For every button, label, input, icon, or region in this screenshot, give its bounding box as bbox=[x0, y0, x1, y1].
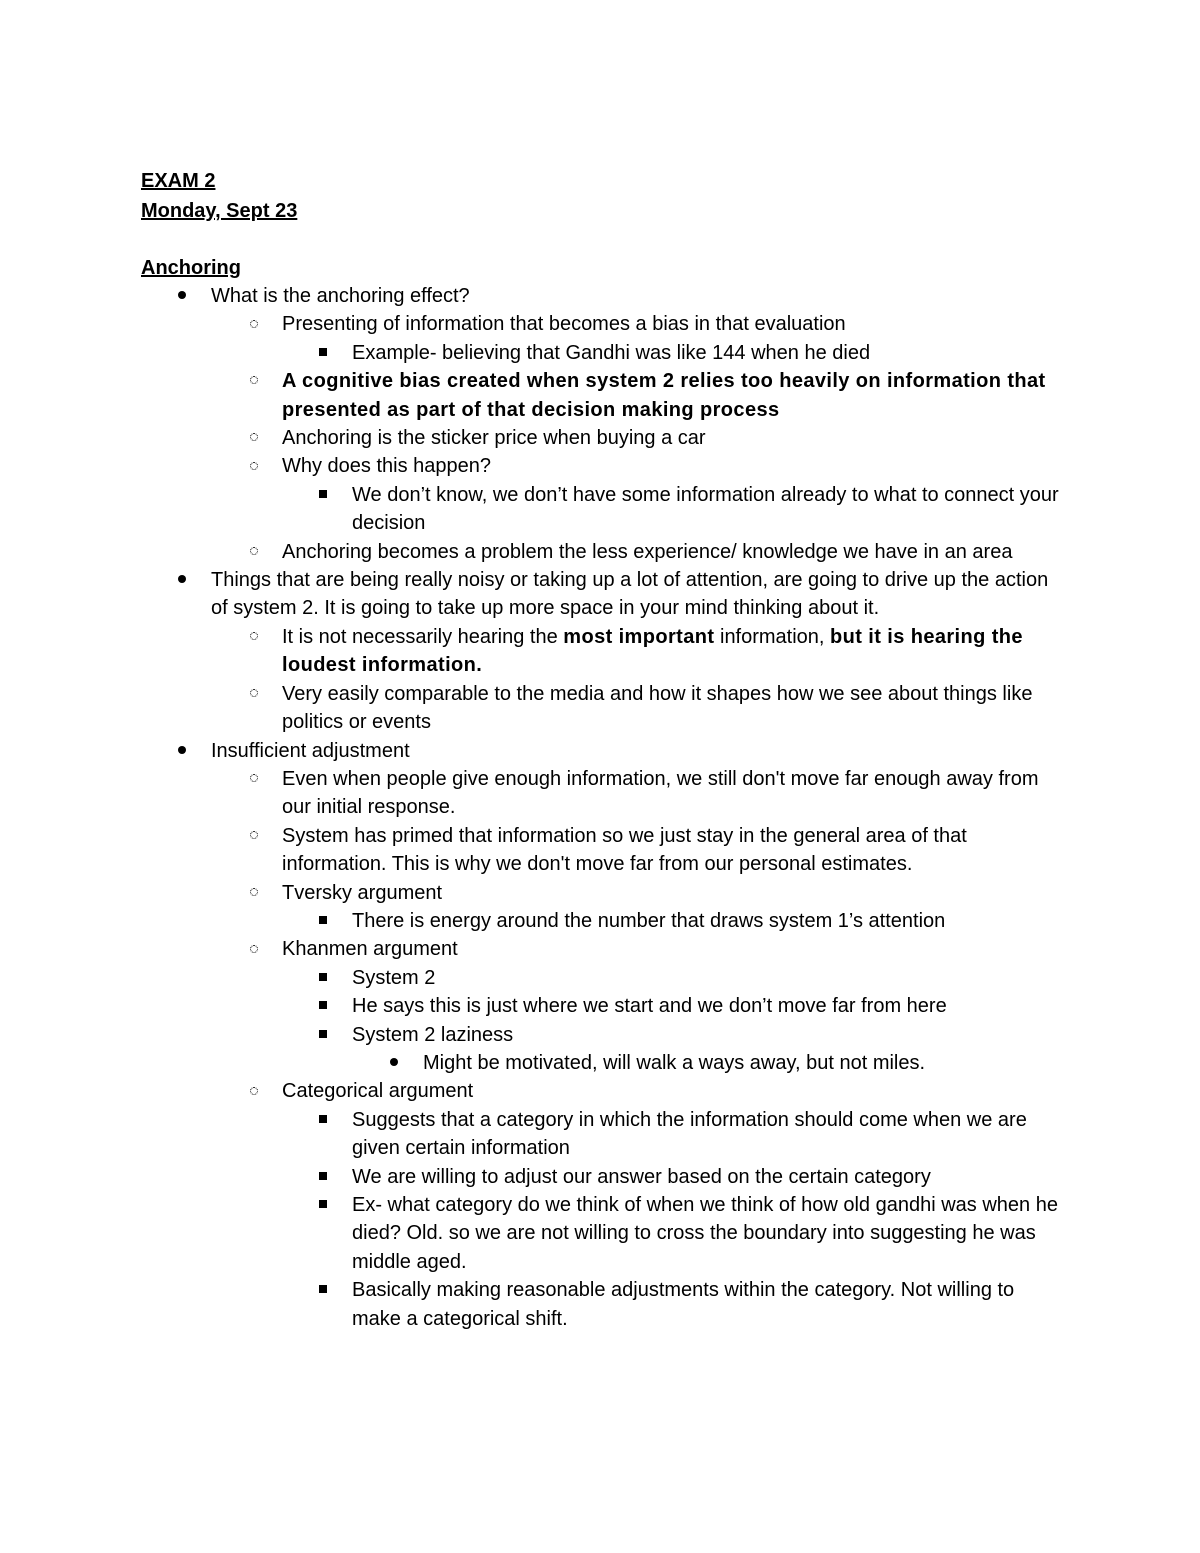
list-item: What is the anchoring effect? bbox=[0, 282, 1063, 310]
list-item: Presenting of information that becomes a bias in that evaluation bbox=[0, 310, 1063, 338]
bullet-circle-icon bbox=[244, 424, 264, 452]
list-item: Anchoring is the sticker price when buying a car bbox=[0, 424, 1063, 452]
bullet-square-icon bbox=[313, 1106, 333, 1134]
list-item: We are willing to adjust our answer based on the certain category bbox=[0, 1163, 1063, 1191]
list-item: Anchoring becomes a problem the less experience/ knowledge we have in an area bbox=[0, 538, 1063, 566]
list-item: Might be motivated, will walk a ways away, but not miles. bbox=[0, 1049, 1063, 1077]
list-item: Categorical argument bbox=[0, 1077, 1063, 1105]
bullet-dot-icon bbox=[172, 737, 192, 765]
bullet-square-icon bbox=[313, 1021, 333, 1049]
list-item: Even when people give enough information, we still don't move far enough away from our initial response. bbox=[0, 765, 1063, 822]
list-item: He says this is just where we start and we don’t move far from here bbox=[0, 992, 1063, 1020]
list-item: Things that are being really noisy or taking up a lot of attention, are going to drive up the action of system 2. It is going to take up more space in your mind thinking about it. bbox=[0, 566, 1063, 623]
bullet-circle-icon bbox=[244, 452, 264, 480]
list-item: Ex- what category do we think of when we think of how old gandhi was when he died? Old. so we are not willing to cross the boundary into suggesting he was middle aged. bbox=[0, 1191, 1063, 1276]
bullet-square-icon bbox=[313, 1191, 333, 1219]
bullet-circle-icon bbox=[244, 538, 264, 566]
list-item: Very easily comparable to the media and how it shapes how we see about things like politics or events bbox=[0, 680, 1063, 737]
bullet-circle-icon bbox=[244, 623, 264, 651]
bullet-dot-icon bbox=[172, 566, 192, 594]
bullet-circle-icon bbox=[244, 310, 264, 338]
bullet-circle-icon bbox=[244, 680, 264, 708]
bullet-circle-icon bbox=[244, 765, 264, 793]
list-item: System has primed that information so we just stay in the general area of that information. This is why we don't move far from our personal estimates. bbox=[0, 822, 1063, 879]
bullet-circle-icon bbox=[244, 367, 264, 395]
bullet-circle-icon bbox=[244, 935, 264, 963]
bullet-square-icon bbox=[313, 992, 333, 1020]
bold-definition: A cognitive bias created when system 2 relies too heavily on information that presented as part of that decision making process bbox=[282, 370, 1046, 421]
list-item: Suggests that a category in which the information should come when we are given certain information bbox=[0, 1106, 1063, 1163]
bullet-square-icon bbox=[313, 907, 333, 935]
bullet-dot-icon bbox=[172, 282, 192, 310]
list-item: It is not necessarily hearing the most important information, but it is hearing the loudest information. bbox=[0, 623, 1063, 680]
list-item: Basically making reasonable adjustments within the category. Not willing to make a categorical shift. bbox=[0, 1276, 1063, 1333]
date-heading: Monday, Sept 23 bbox=[141, 200, 298, 222]
exam-title: EXAM 2 bbox=[141, 170, 216, 192]
bullet-square-icon bbox=[313, 1276, 333, 1304]
list-item: Why does this happen? bbox=[0, 452, 1063, 480]
bullet-square-icon bbox=[313, 481, 333, 509]
bullet-square-icon bbox=[313, 339, 333, 367]
bullet-circle-icon bbox=[244, 1077, 264, 1105]
bullet-square-icon bbox=[313, 964, 333, 992]
list-item: We don’t know, we don’t have some information already to what to connect your decision bbox=[0, 481, 1063, 538]
section-heading: Anchoring bbox=[141, 257, 241, 279]
bullet-circle-icon bbox=[244, 822, 264, 850]
bullet-square-icon bbox=[313, 1163, 333, 1191]
list-item: Khanmen argument bbox=[0, 935, 1063, 963]
list-item: Tversky argument bbox=[0, 879, 1063, 907]
bullet-dot-icon bbox=[384, 1049, 404, 1077]
notes-outline bbox=[0, 282, 1200, 1333]
bullet-circle-icon bbox=[244, 879, 264, 907]
list-item: There is energy around the number that draws system 1’s attention bbox=[0, 907, 1063, 935]
list-item: System 2 laziness bbox=[0, 1021, 1063, 1049]
list-item: System 2 bbox=[0, 964, 1063, 992]
list-item: Example- believing that Gandhi was like 144 when he died bbox=[0, 339, 1063, 367]
list-item: Insufficient adjustment bbox=[0, 737, 1063, 765]
list-item bbox=[0, 367, 1063, 424]
